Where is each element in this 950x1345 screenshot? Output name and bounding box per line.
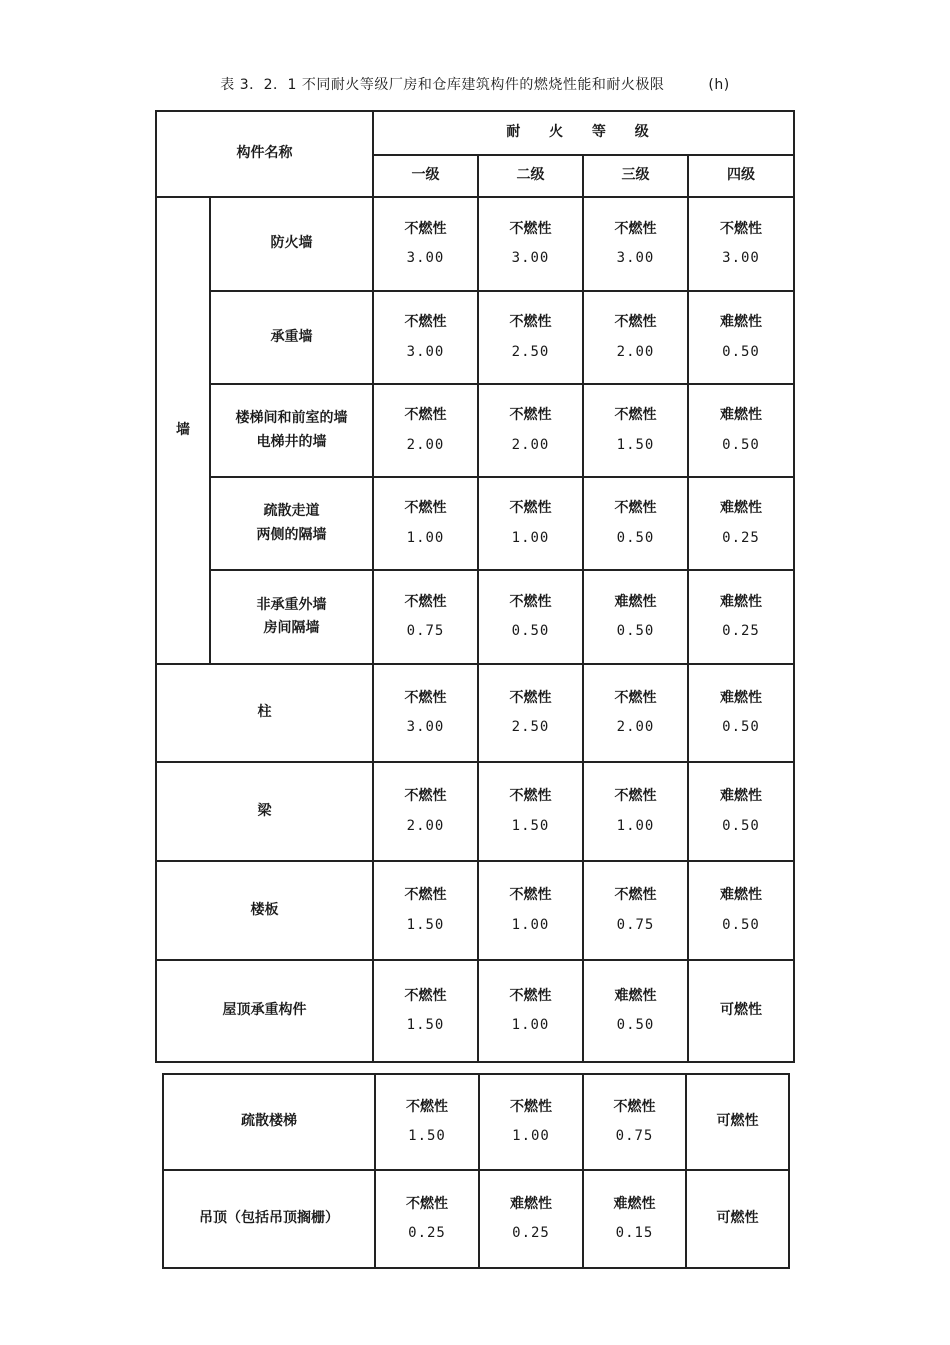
fire-limit-value: 1.00 — [511, 916, 550, 933]
combustibility-label: 不燃性 — [404, 987, 447, 1004]
table-row — [156, 477, 794, 570]
fire-limit-value: 1.00 — [406, 529, 445, 546]
combustibility-label: 不燃性 — [404, 500, 447, 516]
header-component-name: 构件名称 — [156, 111, 373, 197]
component-name: 吊顶（包括吊顶搁栅） — [163, 1170, 375, 1268]
grade-2-cell — [478, 197, 583, 291]
header-fire-grade: 耐 火 等 级 — [373, 111, 794, 155]
grade-2-cell — [478, 570, 583, 664]
header-grade-4: 四级 — [688, 155, 794, 197]
combustibility-label: 难燃性 — [614, 987, 657, 1004]
grade-1-cell — [375, 1074, 479, 1170]
grade-4-cell — [688, 477, 794, 570]
grade-1-cell — [373, 960, 478, 1062]
grade-2-cell — [479, 1074, 583, 1170]
fire-limit-value: 3.00 — [511, 250, 550, 266]
grade-1-cell — [373, 570, 478, 664]
combustibility-label: 难燃性 — [720, 407, 762, 423]
fire-limit-value: 3.00 — [406, 343, 445, 360]
combustibility-label: 不燃性 — [406, 1195, 448, 1212]
component-name: 防火墙 — [210, 197, 373, 291]
grade-4-cell — [688, 384, 794, 477]
header-grade-3: 三级 — [583, 155, 688, 197]
grade-1-cell — [373, 291, 478, 384]
grade-3-cell — [583, 1170, 686, 1268]
fire-limit-value: 1.00 — [616, 817, 655, 834]
combustibility-label: 不燃性 — [404, 689, 447, 706]
fire-limit-value: 0.15 — [615, 1225, 654, 1241]
table-row — [156, 197, 794, 291]
fire-limit-value: 0.75 — [616, 916, 655, 933]
wall-group-label: 墙 — [156, 197, 210, 664]
component-name: 柱 — [156, 664, 373, 762]
grade-2-cell — [478, 960, 583, 1062]
combustibility-label: 不燃性 — [509, 314, 552, 330]
combustibility-label: 不燃性 — [509, 887, 552, 903]
component-name: 楼板 — [156, 861, 373, 960]
table-row — [156, 960, 794, 1062]
fire-limit-value: 0.50 — [722, 916, 760, 933]
grade-3-cell — [583, 861, 688, 960]
combustibility-label: 可燃性 — [720, 1002, 762, 1019]
combustibility-label: 可燃性 — [716, 1210, 759, 1227]
combustibility-label: 不燃性 — [614, 220, 657, 237]
grade-3-cell — [583, 664, 688, 762]
grade-4-cell — [688, 197, 794, 291]
combustibility-label: 不燃性 — [509, 788, 552, 804]
grade-3-cell — [583, 570, 688, 664]
combustibility-label: 不燃性 — [509, 500, 552, 516]
combustibility-label: 不燃性 — [613, 1098, 656, 1115]
table-row — [156, 762, 794, 861]
fire-limit-value: 1.50 — [406, 916, 445, 933]
combustibility-label: 可燃性 — [716, 1113, 759, 1130]
grade-4-cell — [688, 960, 794, 1062]
combustibility-label: 不燃性 — [404, 314, 447, 330]
combustibility-label: 不燃性 — [509, 593, 552, 610]
grade-3-cell — [583, 1074, 686, 1170]
grade-4-cell — [688, 291, 794, 384]
combustibility-label: 不燃性 — [404, 220, 447, 237]
fire-limit-value: 2.50 — [511, 343, 550, 360]
combustibility-label: 不燃性 — [614, 407, 657, 423]
grade-1-cell — [373, 861, 478, 960]
table-title: 表 3．2．1 不同耐火等级厂房和仓库建筑构件的燃烧性能和耐火极限 — [220, 77, 665, 93]
fire-limit-value: 0.50 — [722, 817, 760, 834]
fire-limit-value: 3.00 — [406, 250, 445, 266]
fire-limit-value: 0.50 — [616, 529, 655, 546]
grade-3-cell — [583, 960, 688, 1062]
grade-2-cell — [478, 664, 583, 762]
fire-limit-value: 0.75 — [406, 623, 445, 639]
fire-limit-value: 0.75 — [615, 1128, 654, 1144]
grade-2-cell — [478, 861, 583, 960]
combustibility-label: 难燃性 — [614, 593, 657, 610]
fire-limit-value: 0.50 — [616, 623, 655, 639]
grade-2-cell — [478, 762, 583, 861]
grade-2-cell — [479, 1170, 583, 1268]
grade-3-cell — [583, 384, 688, 477]
combustibility-label: 难燃性 — [720, 788, 762, 804]
component-name: 承重墙 — [210, 291, 373, 384]
fire-limit-value: 1.50 — [408, 1128, 446, 1144]
table-row — [163, 1170, 789, 1268]
combustibility-label: 不燃性 — [404, 407, 447, 423]
grade-4-cell — [688, 861, 794, 960]
combustibility-label: 不燃性 — [509, 220, 552, 237]
component-name: 疏散楼梯 — [163, 1074, 375, 1170]
fire-limit-value: 0.25 — [512, 1225, 550, 1241]
fire-resistance-table-continued — [162, 1073, 790, 1269]
table-unit: (h) — [708, 77, 730, 93]
fire-limit-value: 0.50 — [722, 436, 760, 453]
fire-limit-value: 0.50 — [722, 719, 760, 735]
combustibility-label: 难燃性 — [720, 689, 762, 706]
grade-1-cell — [373, 664, 478, 762]
combustibility-label: 难燃性 — [720, 314, 762, 330]
grade-2-cell — [478, 477, 583, 570]
grade-1-cell — [375, 1170, 479, 1268]
fire-limit-value: 1.50 — [511, 817, 550, 834]
grade-4-cell — [686, 1170, 789, 1268]
component-name: 楼梯间和前室的墙 电梯井的墙 — [210, 384, 373, 477]
fire-limit-value: 2.00 — [616, 719, 655, 735]
table-row — [156, 291, 794, 384]
grade-4-cell — [688, 664, 794, 762]
combustibility-label: 难燃性 — [720, 593, 762, 610]
fire-limit-value: 1.50 — [616, 436, 655, 453]
combustibility-label: 不燃性 — [509, 689, 552, 706]
fire-limit-value: 0.25 — [722, 623, 760, 639]
table-row — [163, 1074, 789, 1170]
combustibility-label: 不燃性 — [614, 500, 657, 516]
combustibility-label: 不燃性 — [614, 788, 657, 804]
combustibility-label: 不燃性 — [614, 314, 657, 330]
fire-limit-value: 0.50 — [616, 1017, 655, 1033]
grade-4-cell — [688, 570, 794, 664]
grade-1-cell — [373, 762, 478, 861]
combustibility-label: 难燃性 — [720, 887, 762, 903]
fire-limit-value: 2.00 — [406, 817, 445, 834]
header-grade-2: 二级 — [478, 155, 583, 197]
combustibility-label: 不燃性 — [509, 987, 552, 1004]
grade-3-cell — [583, 762, 688, 861]
component-name: 梁 — [156, 762, 373, 861]
table-row — [156, 570, 794, 664]
combustibility-label: 不燃性 — [509, 407, 552, 423]
combustibility-label: 不燃性 — [720, 220, 762, 237]
component-name: 非承重外墙 房间隔墙 — [210, 570, 373, 664]
table-row — [156, 664, 794, 762]
combustibility-label: 不燃性 — [510, 1098, 552, 1115]
combustibility-label: 不燃性 — [406, 1098, 448, 1115]
combustibility-label: 不燃性 — [404, 593, 447, 610]
component-name: 疏散走道 两侧的隔墙 — [210, 477, 373, 570]
combustibility-label: 不燃性 — [614, 887, 657, 903]
fire-limit-value: 0.25 — [408, 1225, 446, 1241]
combustibility-label: 不燃性 — [404, 788, 447, 804]
fire-limit-value: 0.25 — [722, 529, 760, 546]
fire-limit-value: 3.00 — [722, 250, 760, 266]
grade-3-cell — [583, 197, 688, 291]
combustibility-label: 不燃性 — [614, 689, 657, 706]
fire-limit-value: 1.50 — [406, 1017, 445, 1033]
table-row — [156, 384, 794, 477]
fire-resistance-table — [155, 110, 795, 1063]
grade-4-cell — [688, 762, 794, 861]
table-row — [156, 861, 794, 960]
fire-limit-value: 1.00 — [511, 529, 550, 546]
combustibility-label: 难燃性 — [510, 1195, 552, 1212]
fire-limit-value: 2.00 — [511, 436, 550, 453]
fire-limit-value: 2.00 — [406, 436, 445, 453]
fire-limit-value: 1.00 — [511, 1017, 550, 1033]
grade-2-cell — [478, 291, 583, 384]
grade-4-cell — [686, 1074, 789, 1170]
fire-limit-value: 2.00 — [616, 343, 655, 360]
combustibility-label: 难燃性 — [613, 1195, 656, 1212]
fire-limit-value: 3.00 — [616, 250, 655, 266]
table-caption — [0, 74, 950, 94]
grade-2-cell — [478, 384, 583, 477]
fire-limit-value: 2.50 — [511, 719, 550, 735]
grade-1-cell — [373, 384, 478, 477]
fire-limit-value: 3.00 — [406, 719, 445, 735]
grade-3-cell — [583, 291, 688, 384]
header-grade-1: 一级 — [373, 155, 478, 197]
fire-limit-value: 0.50 — [511, 623, 550, 639]
combustibility-label: 不燃性 — [404, 887, 447, 903]
component-name: 屋顶承重构件 — [156, 960, 373, 1062]
combustibility-label: 难燃性 — [720, 500, 762, 516]
fire-limit-value: 1.00 — [512, 1128, 550, 1144]
fire-limit-value: 0.50 — [722, 343, 760, 360]
grade-3-cell — [583, 477, 688, 570]
grade-1-cell — [373, 477, 478, 570]
grade-1-cell — [373, 197, 478, 291]
